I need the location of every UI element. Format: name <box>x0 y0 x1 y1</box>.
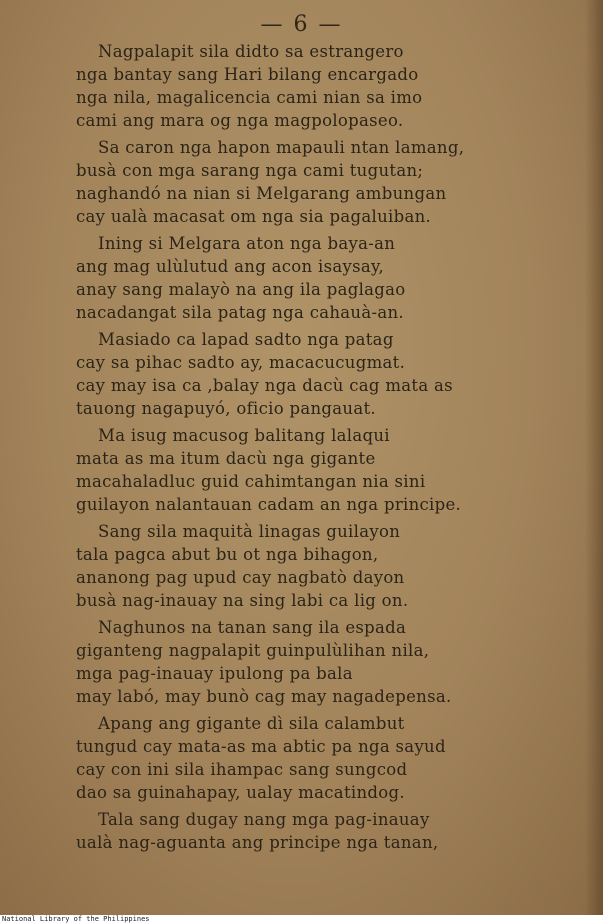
verse-line: cami ang mara og nga magpolopaseo. <box>76 111 404 130</box>
verse-line: mata as ma itum dacù nga gigante <box>76 449 376 468</box>
verse-line: may labó, may bunò cag may nagadepensa. <box>76 687 452 706</box>
verse-line: nacadangat sila patag nga cahauà-an. <box>76 303 404 322</box>
verse-line: dao sa guinahapay, ualay macatindog. <box>76 783 405 802</box>
verse-line: tauong nagapuyó, oficio pangauat. <box>76 399 376 418</box>
verse-line: cay sa pihac sadto ay, macacucugmat. <box>76 353 406 372</box>
verse-line: nga bantay sang Hari bilang encargado <box>76 65 419 84</box>
page-edge-shadow <box>585 0 603 915</box>
stanza <box>76 136 546 228</box>
stanza <box>76 424 546 516</box>
verse-line: Ining si Melgara aton nga baya-an <box>98 234 396 253</box>
page-number: — 6 — <box>260 12 343 37</box>
stanza <box>76 712 546 804</box>
verse-line: ananong pag upud cay nagbatò dayon <box>76 568 405 587</box>
verse-line: ang mag ulùlutud ang acon isaysay, <box>76 257 384 276</box>
stanza <box>76 232 546 324</box>
verse-line: mga pag-inauay ipulong pa bala <box>76 664 353 683</box>
verse-line: macahaladluc guid cahimtangan nia sini <box>76 472 426 491</box>
stanza <box>76 616 546 708</box>
stanza <box>76 328 546 420</box>
verse-line: Sang sila maquità linagas guilayon <box>98 522 401 541</box>
verse-line: busà con mga sarang nga cami tugutan; <box>76 161 424 180</box>
footer-credit: National Library of the Philippines <box>2 915 150 923</box>
verse-line: Apang ang gigante dì sila calambut <box>98 714 405 733</box>
verse-line: nga nila, magalicencia cami nian sa imo <box>76 88 423 107</box>
verse-line: naghandó na nian si Melgarang ambungan <box>76 184 447 203</box>
verse-line: Naghunos na tanan sang ila espada <box>98 618 407 637</box>
verse-line: cay con ini sila ihampac sang sungcod <box>76 760 408 779</box>
poem-text <box>76 40 546 858</box>
verse-line: anay sang malayò na ang ila paglagao <box>76 280 406 299</box>
stanza <box>76 808 546 854</box>
verse-line: busà nag-inauay na sing labi ca lig on. <box>76 591 409 610</box>
verse-line: guilayon nalantauan cadam an nga principe. <box>76 495 462 514</box>
verse-line: tungud cay mata-as ma abtic pa nga sayud <box>76 737 446 756</box>
verse-line: giganteng nagpalapit guinpulùlihan nila, <box>76 641 430 660</box>
stanza <box>76 520 546 612</box>
verse-line: tala pagca abut bu ot nga bihagon, <box>76 545 379 564</box>
footer-bar <box>0 915 603 923</box>
verse-line: Sa caron nga hapon mapauli ntan lamang, <box>98 138 465 157</box>
verse-line: cay ualà macasat om nga sia pagaluiban. <box>76 207 432 226</box>
verse-line: Ma isug macusog balitang lalaqui <box>98 426 390 445</box>
verse-line: Nagpalapit sila didto sa estrangero <box>98 42 404 61</box>
verse-line: Tala sang dugay nang mga pag-inauay <box>98 810 430 829</box>
verse-line: Masiado ca lapad sadto nga patag <box>98 330 394 349</box>
stanza <box>76 40 546 132</box>
verse-line: ualà nag-aguanta ang principe nga tanan, <box>76 833 439 852</box>
verse-line: cay may isa ca ,balay nga dacù cag mata as <box>76 376 453 395</box>
